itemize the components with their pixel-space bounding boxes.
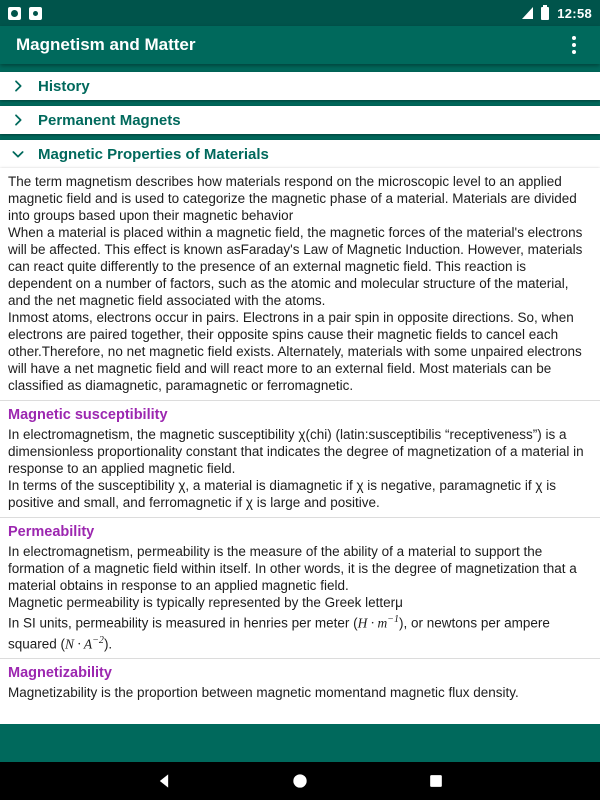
text-run: ), or newtons per ampere squared ( (8, 615, 550, 651)
section-title-magnetizability: Magnetizability (8, 665, 112, 681)
paragraph: The term magnetism describes how materials respond on the microscopic level to an applied magnetic field and is used to categorize the magnetic phase of a material. Materials are divided into groups based upon their magnetic behavior (8, 174, 577, 223)
text-run: In SI units, permeability is measured in henries per meter ( (8, 615, 358, 631)
overflow-menu-icon[interactable] (564, 30, 584, 60)
paragraph: In electromagnetism, permeability is the measure of the ability of a material to support the formation of a magnetic field within itself. In other words, it is the degree of magnetization that a material obtains in response to an applied magnetic field. (8, 544, 577, 593)
status-time: 12:58 (557, 5, 592, 21)
network-signal-icon (522, 7, 533, 19)
paragraph: In terms of the susceptibility χ, a material is diamagnetic if χ is negative, paramagnetic if χ is positive and small, and ferromagnetic if χ is large and positive. (8, 478, 556, 510)
home-button[interactable] (280, 766, 320, 796)
accordion-item-label: Magnetic Properties of Materials (38, 145, 269, 163)
section-divider (0, 400, 600, 401)
recents-button[interactable] (416, 766, 456, 796)
paragraph: Magnetic permeability is typically represented by the Greek letterμ (8, 595, 403, 610)
chevron-right-icon (10, 78, 26, 94)
math-expression: H · m (357, 615, 388, 631)
paragraph: Inmost atoms, electrons occur in pairs. Electrons in a pair spin in opposite directions. So, when electrons are paired together, their opposite spins cause their magnetic fields to cancel each other.Therefore, no net magnetic field exists. Alternately, materials with some unpaired electrons will have a net magnetic field and will react more to an external field. Most materials can be classified as diamagnetic, paramagnetic or ferromagnetic. (8, 310, 582, 393)
background-band (0, 724, 600, 762)
text-run: ). (103, 636, 113, 651)
paragraph: In electromagnetism, the magnetic susceptibility χ(chi) (latin:susceptibilis “receptiveness”) is a dimensionless proportionality constant that indicates the degree of magnetization of a material in response to an applied magnetic field. (8, 427, 584, 476)
paragraph-si-units (8, 611, 592, 652)
notification-photo-icon (8, 7, 21, 20)
math-exponent: −2 (92, 634, 104, 646)
accordion-item-label: History (38, 77, 90, 95)
paragraph: Magnetizability is the proportion between magnetic momentand magnetic flux density. (8, 685, 519, 700)
content-panel[interactable] (0, 168, 600, 724)
chevron-right-icon (10, 112, 26, 128)
android-nav-bar (0, 762, 600, 800)
math-exponent: −1 (387, 614, 400, 625)
back-button[interactable] (144, 766, 184, 796)
accordion-item-label: Permanent Magnets (38, 111, 181, 129)
chevron-down-icon (10, 146, 26, 162)
page-title: Magnetism and Matter (16, 35, 196, 54)
section-divider (0, 658, 600, 659)
battery-icon (541, 7, 549, 20)
paragraph: When a material is placed within a magnetic field, the magnetic forces of the material's electrons will be affected. This effect is known asFaraday's Law of Magnetic Induction. However, materials can react quite differently to the presence of an external magnetic field. This reaction is dependent on a number of factors, such as the atomic and molecular structure of the material, and the net magnetic field associated with the atoms. (8, 225, 583, 308)
notification-camera-icon (29, 7, 42, 20)
accordion-item-magnetic-properties[interactable] (0, 140, 600, 168)
math-expression: N · A (65, 636, 93, 651)
section-divider (0, 517, 600, 518)
accordion-item-permanent-magnets[interactable] (0, 106, 600, 134)
accordion-item-history[interactable] (0, 72, 600, 100)
section-title-permeability: Permeability (8, 524, 95, 540)
section-title-susceptibility: Magnetic susceptibility (8, 407, 168, 423)
accordion (0, 64, 600, 168)
status-bar (0, 0, 600, 26)
app-bar (0, 26, 600, 64)
